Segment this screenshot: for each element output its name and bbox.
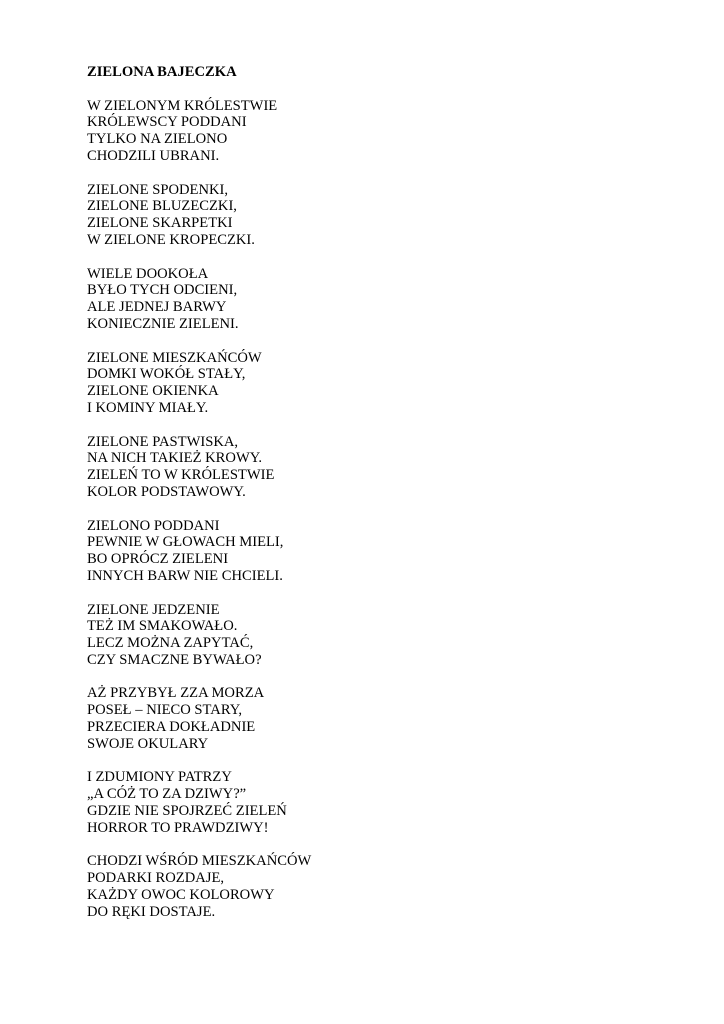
poem-line: TEŻ IM SMAKOWAŁO. bbox=[87, 618, 238, 635]
poem-line: ZIELONE BLUZECZKI, bbox=[87, 198, 237, 215]
stanza-6 bbox=[87, 518, 647, 585]
poem bbox=[87, 64, 647, 937]
stanza-3 bbox=[87, 266, 647, 333]
poem-line: NA NICH TAKIEŻ KROWY. bbox=[87, 450, 263, 467]
poem-title: ZIELONA BAJECZKA bbox=[87, 64, 237, 80]
poem-line: ZIELONE MIESZKAŃCÓW bbox=[87, 349, 262, 366]
poem-line: KONIECZNIE ZIELENI. bbox=[87, 315, 239, 332]
poem-line: HORROR TO PRAWDZIWY! bbox=[87, 819, 269, 836]
poem-line: AŻ PRZYBYŁ ZZA MORZA bbox=[87, 685, 265, 702]
poem-line: DO RĘKI DOSTAJE. bbox=[87, 903, 216, 920]
poem-line: ZIELONO PODDANI bbox=[87, 517, 220, 534]
poem-line: I ZDUMIONY PATRZY bbox=[87, 769, 232, 786]
poem-line: LECZ MOŻNA ZAPYTAĆ, bbox=[87, 635, 254, 652]
poem-line: ALE JEDNEJ BARWY bbox=[87, 299, 227, 316]
poem-line: ZIELONE SKARPETKI bbox=[87, 215, 233, 232]
poem-line: GDZIE NIE SPOJRZEĆ ZIELEŃ bbox=[87, 803, 287, 820]
poem-line: I KOMINY MIAŁY. bbox=[87, 399, 209, 416]
stanza-4 bbox=[87, 350, 647, 417]
poem-line: DOMKI WOKÓŁ STAŁY, bbox=[87, 366, 246, 383]
poem-line: PODARKI ROZDAJE, bbox=[87, 870, 225, 887]
poem-line: INNYCH BARW NIE CHCIELI. bbox=[87, 567, 283, 584]
poem-line: BO OPRÓCZ ZIELENI bbox=[87, 551, 229, 568]
poem-line: CHODZI WŚRÓD MIESZKAŃCÓW bbox=[87, 853, 312, 870]
poem-line: WIELE DOOKOŁA bbox=[87, 265, 209, 282]
poem-line: W ZIELONYM KRÓLESTWIE bbox=[87, 97, 278, 114]
poem-line: CHODZILI UBRANI. bbox=[87, 147, 220, 164]
poem-line: KAŻDY OWOC KOLOROWY bbox=[87, 887, 275, 904]
stanza-9 bbox=[87, 769, 647, 836]
stanza-1 bbox=[87, 98, 647, 165]
stanza-7 bbox=[87, 602, 647, 669]
poem-line: ZIELEŃ TO W KRÓLESTWIE bbox=[87, 467, 275, 484]
poem-line: ZIELONE PASTWISKA, bbox=[87, 433, 239, 450]
poem-line: ZIELONE JEDZENIE bbox=[87, 601, 220, 618]
poem-line: PRZECIERA DOKŁADNIE bbox=[87, 719, 256, 736]
stanza-2 bbox=[87, 182, 647, 249]
poem-line: PEWNIE W GŁOWACH MIELI, bbox=[87, 534, 284, 551]
poem-line: SWOJE OKULARY bbox=[87, 735, 209, 752]
poem-line: KOLOR PODSTAWOWY. bbox=[87, 483, 246, 500]
stanza-10 bbox=[87, 853, 647, 920]
poem-line: BYŁO TYCH ODCIENI, bbox=[87, 282, 238, 299]
stanza-8 bbox=[87, 685, 647, 752]
poem-line: TYLKO NA ZIELONO bbox=[87, 131, 228, 148]
stanza-5 bbox=[87, 434, 647, 501]
poem-line: ZIELONE OKIENKA bbox=[87, 383, 219, 400]
poem-line: POSEŁ – NIECO STARY, bbox=[87, 702, 243, 719]
poem-line: „A CÓŻ TO ZA DZIWY?” bbox=[87, 786, 247, 803]
poem-line: KRÓLEWSCY PODDANI bbox=[87, 114, 247, 131]
poem-line: ZIELONE SPODENKI, bbox=[87, 181, 229, 198]
poem-line: CZY SMACZNE BYWAŁO? bbox=[87, 651, 262, 668]
poem-line: W ZIELONE KROPECZKI. bbox=[87, 231, 255, 248]
